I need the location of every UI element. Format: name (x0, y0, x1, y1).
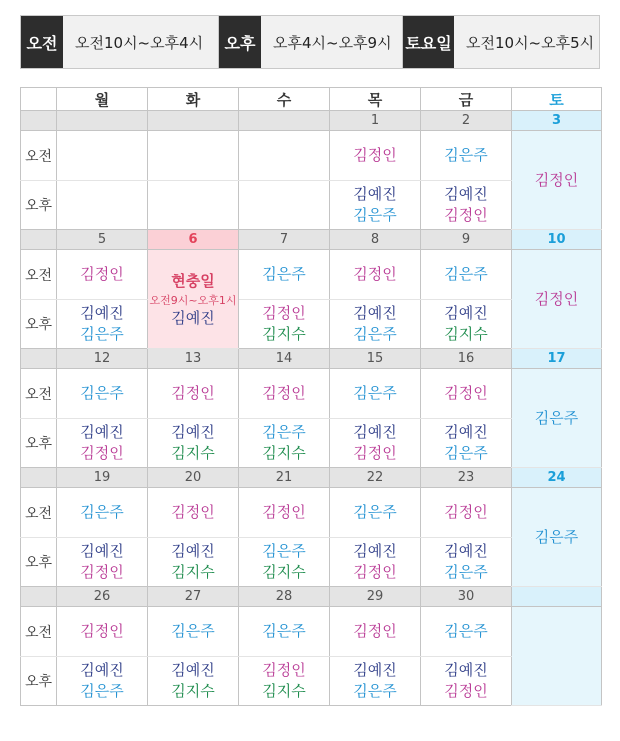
staff-name: 김은주 (444, 444, 488, 462)
am-cell (57, 131, 148, 181)
slot-label-am: 오전 (21, 131, 57, 181)
am-cell (421, 131, 512, 181)
staff-name: 김예진 (171, 308, 215, 327)
staff-name: 김은주 (262, 265, 306, 283)
pm-cell (148, 181, 239, 230)
date-row-spacer (21, 230, 57, 250)
staff-name: 김예진 (353, 542, 397, 560)
staff-name: 김은주 (171, 622, 215, 640)
date-cell: 6 (148, 230, 239, 250)
am-cell (330, 250, 421, 300)
pm-cell (421, 181, 512, 230)
am-cell (421, 488, 512, 538)
date-cell: 2 (421, 111, 512, 131)
staff-name: 김은주 (80, 325, 124, 343)
slot-label-am: 오전 (21, 369, 57, 419)
weekday-header-row (21, 88, 602, 111)
staff-name: 김은주 (444, 146, 488, 164)
am-row (21, 369, 602, 419)
staff-name: 김정인 (353, 265, 397, 283)
am-cell (421, 607, 512, 657)
staff-name: 김예진 (171, 661, 215, 679)
staff-name: 김지수 (262, 325, 306, 343)
date-cell (148, 111, 239, 131)
staff-name: 김정인 (534, 289, 579, 308)
date-cell: 20 (148, 468, 239, 488)
staff-name: 김예진 (353, 185, 397, 203)
date-row (21, 111, 602, 131)
date-cell: 23 (421, 468, 512, 488)
staff-name: 김정인 (80, 444, 124, 462)
slot-label-pm: 오후 (21, 657, 57, 706)
am-cell (148, 488, 239, 538)
slot-label-pm: 오후 (21, 419, 57, 468)
staff-name: 김예진 (444, 661, 488, 679)
staff-name: 김은주 (534, 527, 579, 546)
pm-cell (239, 538, 330, 587)
staff-name: 김은주 (262, 423, 306, 441)
staff-name: 김은주 (353, 503, 397, 521)
date-row (21, 230, 602, 250)
slot-label-am: 오전 (21, 607, 57, 657)
staff-name: 김은주 (80, 384, 124, 402)
date-row-spacer (21, 111, 57, 131)
am-row (21, 131, 602, 181)
date-cell: 5 (57, 230, 148, 250)
date-row-spacer (21, 468, 57, 488)
date-cell (57, 111, 148, 131)
am-cell (239, 369, 330, 419)
staff-name: 김지수 (262, 563, 306, 581)
staff-name: 김은주 (353, 206, 397, 224)
date-cell: 10 (512, 230, 602, 250)
am-cell (330, 369, 421, 419)
staff-name: 김은주 (353, 325, 397, 343)
staff-name: 김예진 (80, 542, 124, 560)
slot-label-am: 오전 (21, 488, 57, 538)
weekday-wed: 수 (239, 88, 330, 111)
staff-name: 김정인 (353, 444, 397, 462)
staff-name: 김예진 (80, 661, 124, 679)
date-cell: 22 (330, 468, 421, 488)
staff-name: 김예진 (444, 185, 488, 203)
date-row (21, 468, 602, 488)
date-cell: 16 (421, 349, 512, 369)
staff-name: 김정인 (534, 170, 579, 189)
staff-name: 김은주 (353, 384, 397, 402)
staff-name: 김정인 (444, 206, 488, 224)
staff-name: 김정인 (262, 304, 306, 322)
staff-name: 김예진 (80, 423, 124, 441)
staff-name: 김지수 (171, 444, 215, 462)
opening-hours-bar (20, 15, 600, 69)
am-cell (330, 131, 421, 181)
date-cell: 21 (239, 468, 330, 488)
staff-name: 김정인 (444, 384, 488, 402)
am-cell (239, 607, 330, 657)
staff-name: 김지수 (262, 682, 306, 700)
am-cell (148, 131, 239, 181)
saturday-cell (512, 250, 602, 349)
pm-cell (330, 300, 421, 349)
date-cell: 13 (148, 349, 239, 369)
hours-label-saturday: 토요일 (403, 16, 454, 68)
date-cell: 29 (330, 587, 421, 607)
am-cell (148, 369, 239, 419)
staff-name: 김정인 (80, 563, 124, 581)
saturday-cell (512, 607, 602, 706)
pm-cell (421, 419, 512, 468)
staff-name: 김정인 (444, 503, 488, 521)
pm-cell (330, 538, 421, 587)
date-cell (512, 587, 602, 607)
pm-cell (57, 538, 148, 587)
pm-cell (239, 300, 330, 349)
staff-name: 김정인 (353, 146, 397, 164)
pm-cell (148, 419, 239, 468)
date-cell: 30 (421, 587, 512, 607)
pm-cell (421, 538, 512, 587)
staff-name: 김정인 (262, 384, 306, 402)
am-cell (239, 250, 330, 300)
staff-name: 김은주 (262, 542, 306, 560)
staff-name: 김은주 (80, 503, 124, 521)
weekday-mon: 월 (57, 88, 148, 111)
saturday-cell (512, 369, 602, 468)
slot-label-pm: 오후 (21, 300, 57, 349)
staff-name: 김예진 (444, 542, 488, 560)
slot-label-am: 오전 (21, 250, 57, 300)
am-cell (57, 488, 148, 538)
staff-name: 김정인 (353, 563, 397, 581)
staff-name: 김은주 (444, 622, 488, 640)
hours-label-pm: 오후 (219, 16, 261, 68)
staff-name: 김지수 (262, 444, 306, 462)
staff-name: 김은주 (80, 682, 124, 700)
staff-name: 김정인 (80, 265, 124, 283)
date-cell: 9 (421, 230, 512, 250)
date-cell: 24 (512, 468, 602, 488)
weekday-sat: 토 (512, 88, 602, 111)
staff-name: 김정인 (171, 384, 215, 402)
staff-name: 김예진 (353, 304, 397, 322)
pm-cell (57, 419, 148, 468)
staff-name: 김은주 (534, 408, 579, 427)
staff-name: 김정인 (262, 661, 306, 679)
date-cell (239, 111, 330, 131)
am-cell (239, 131, 330, 181)
date-cell: 19 (57, 468, 148, 488)
staff-name: 김정인 (80, 622, 124, 640)
pm-cell (421, 300, 512, 349)
pm-cell (57, 657, 148, 706)
hours-value-pm: 오후4시~오후9시 (261, 16, 403, 68)
staff-name: 김정인 (353, 622, 397, 640)
weekday-thu: 목 (330, 88, 421, 111)
date-row-spacer (21, 349, 57, 369)
staff-name: 김은주 (353, 682, 397, 700)
staff-name: 김예진 (171, 542, 215, 560)
date-cell: 3 (512, 111, 602, 131)
hours-value-saturday: 오전10시~오후5시 (466, 33, 595, 52)
saturday-cell (512, 131, 602, 230)
am-cell (330, 607, 421, 657)
am-cell (57, 607, 148, 657)
slot-label-pm: 오후 (21, 538, 57, 587)
date-cell: 14 (239, 349, 330, 369)
staff-name: 김은주 (444, 563, 488, 581)
holiday-hours-note: 오전9시~오후1시 (149, 293, 237, 307)
date-cell: 26 (57, 587, 148, 607)
weekday-fri: 금 (421, 88, 512, 111)
date-cell: 27 (148, 587, 239, 607)
pm-cell (239, 657, 330, 706)
hours-label-am: 오전 (21, 16, 63, 68)
pm-cell (239, 181, 330, 230)
am-cell (330, 488, 421, 538)
am-cell (421, 369, 512, 419)
date-cell: 8 (330, 230, 421, 250)
saturday-cell (512, 488, 602, 587)
date-row (21, 349, 602, 369)
am-row (21, 250, 602, 300)
staff-name: 김예진 (80, 304, 124, 322)
staff-name: 김예진 (353, 661, 397, 679)
holiday-title: 현충일 (171, 271, 215, 290)
staff-name: 김지수 (444, 325, 488, 343)
pm-cell (330, 181, 421, 230)
staff-name: 김정인 (262, 503, 306, 521)
date-cell: 28 (239, 587, 330, 607)
date-cell: 15 (330, 349, 421, 369)
pm-cell (57, 300, 148, 349)
date-cell: 7 (239, 230, 330, 250)
header-blank (21, 88, 57, 111)
am-cell (421, 250, 512, 300)
holiday-cell (148, 250, 239, 349)
staff-name: 김지수 (171, 563, 215, 581)
pm-cell (239, 419, 330, 468)
weekday-tue: 화 (148, 88, 239, 111)
pm-cell (57, 181, 148, 230)
pm-cell (330, 657, 421, 706)
staff-name: 김예진 (444, 423, 488, 441)
pm-cell (421, 657, 512, 706)
staff-name: 김예진 (353, 423, 397, 441)
am-cell (57, 250, 148, 300)
pm-cell (148, 538, 239, 587)
staff-name: 김정인 (444, 682, 488, 700)
staff-name: 김예진 (171, 423, 215, 441)
am-cell (239, 488, 330, 538)
staff-name: 김정인 (171, 503, 215, 521)
am-cell (148, 607, 239, 657)
am-cell (57, 369, 148, 419)
pm-cell (330, 419, 421, 468)
staff-name: 김예진 (444, 304, 488, 322)
date-row (21, 587, 602, 607)
date-row-spacer (21, 587, 57, 607)
staff-name: 김은주 (262, 622, 306, 640)
slot-label-pm: 오후 (21, 181, 57, 230)
hours-value-am: 오전10시~오후4시 (63, 16, 219, 68)
schedule-calendar (20, 87, 602, 706)
date-cell: 12 (57, 349, 148, 369)
date-cell: 17 (512, 349, 602, 369)
staff-name: 김은주 (444, 265, 488, 283)
date-cell: 1 (330, 111, 421, 131)
staff-name: 김지수 (171, 682, 215, 700)
am-row (21, 488, 602, 538)
am-row (21, 607, 602, 657)
pm-cell (148, 657, 239, 706)
